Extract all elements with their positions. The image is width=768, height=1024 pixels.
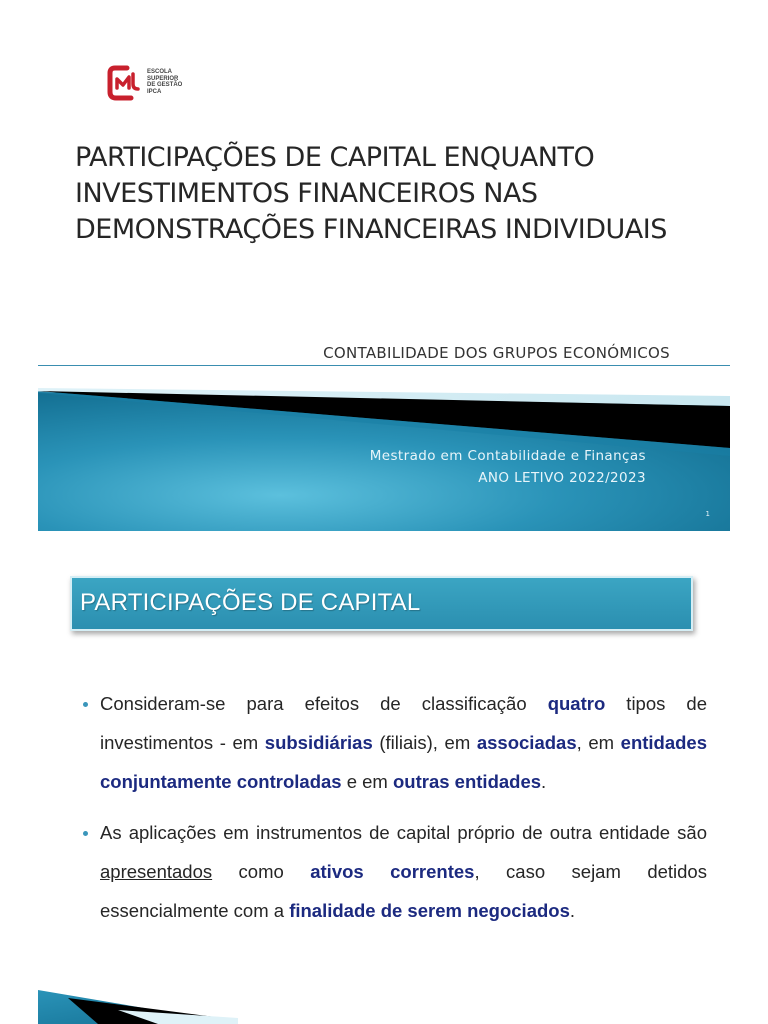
bullet-list (80, 684, 707, 942)
section-header (70, 576, 693, 631)
divider-line (38, 365, 730, 366)
course-name: CONTABILIDADE DOS GRUPOS ECONÓMICOS (323, 344, 670, 362)
logo-line: ESCOLA (147, 69, 173, 75)
academic-year: ANO LETIVO 2022/2023 (478, 470, 646, 486)
highlight-text: entidades conjuntamente controladas (100, 732, 708, 792)
highlight-text: outras entidades (393, 771, 542, 792)
bullet-text: . (541, 771, 547, 792)
slide-title: PARTICIPAÇÕES DE CAPITAL ENQUANTO INVESTIMENTOS FINANCEIROS NAS DEMONSTRAÇÕES FINANCEIRAS INDIVIDUAIS (75, 142, 667, 245)
underlined-text: apresentados (100, 861, 213, 882)
next-slide-banner-edge (38, 990, 238, 1024)
bullet-text: tipos de investimentos - em (100, 693, 708, 753)
bullet-text: como (212, 861, 311, 882)
bullet-text: , caso sejam detidos essencialmente com a (100, 861, 707, 921)
program-name: Mestrado em Contabilidade e Finanças (369, 448, 646, 464)
bullet-text: Consideram-se para efeitos de classificação (100, 693, 548, 714)
highlight-text: subsidiárias (264, 732, 373, 753)
bullet-icon (83, 831, 88, 836)
bullet-item (80, 813, 707, 930)
logo-text (147, 69, 202, 95)
page-number: 1 (705, 510, 710, 518)
bullet-icon (83, 702, 88, 707)
highlight-text: quatro (547, 693, 606, 714)
ipca-logo-icon (107, 64, 145, 104)
highlight-text: finalidade de serem negociados (289, 900, 570, 921)
highlight-text: ativos correntes (310, 861, 475, 882)
highlight-text: associadas (476, 732, 577, 753)
logo-line: DE GESTÃO (147, 82, 183, 89)
bullet-text: e em (341, 771, 393, 792)
bullet-text: . (569, 900, 576, 921)
bullet-text: As aplicações em instrumentos de capital próprio de outra entidade são (100, 822, 707, 843)
bullet-text: , em (576, 732, 621, 753)
title-banner (38, 388, 730, 531)
bullet-text: (filiais), em (372, 732, 477, 753)
logo-line: SUPERIOR (147, 75, 179, 82)
school-logo (107, 64, 202, 110)
logo-line: IPCA (147, 88, 162, 95)
bullet-item (80, 684, 707, 801)
section-title: PARTICIPAÇÕES DE CAPITAL (80, 589, 421, 616)
